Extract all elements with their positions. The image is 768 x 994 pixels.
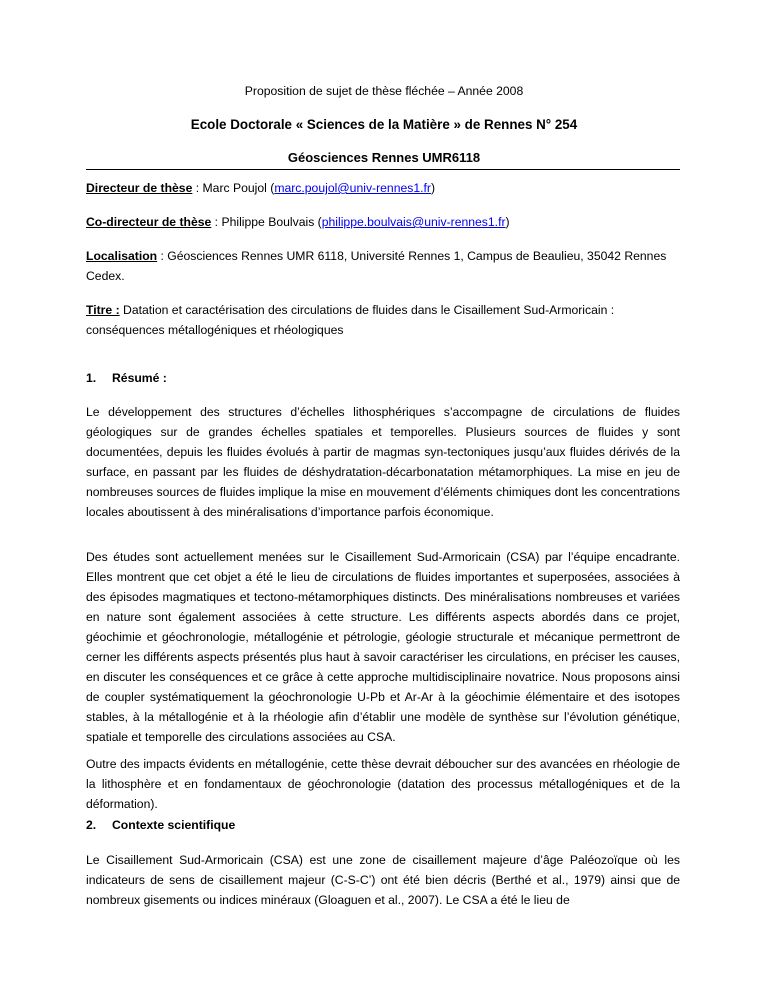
section-2-heading: 2. Contexte scientifique	[86, 818, 236, 832]
director-name: Marc Poujol (	[202, 181, 275, 195]
title-line	[86, 300, 680, 340]
proposal-heading: Proposition de sujet de thèse fléchée – Année 2008	[244, 84, 524, 98]
location-line	[86, 246, 680, 286]
summary-paragraph-2: Des études sont actuellement menées sur le Cisaillement Sud-Armoricain (CSA) par l’équipe encadrante. Elles montrent que cet objet a été le lieu de circulations de fluides importantes et superposées, associées à des épisodes magmatiques et tectono-métamorphiques distincts. Des minéralisations nombreuses et variées en nature sont également associées à cette structure. Les différents aspects abordés dans ce projet, géochimie et géochronologie, métallogénie et pétrologie, géologie structurale et mécanique permettront de cerner les différents aspects présentés plus haut à savoir caractériser les circulations, en préciser les causes, en discuter les conséquences et ce grâce à cette approche multidisciplinaire novatrice. Nous proposons ainsi de coupler systématiquement la géochronologie U-Pb et Ar-Ar à la géochimie élémentaire et des isotopes stables, à la métallogénie et à la rhéologie afin d’établir une modèle de synthèse sur l’évolution génétique, spatiale et temporelle des circulations associées au CSA.	[86, 550, 680, 744]
codirector-email-link[interactable]: philippe.boulvais@univ-rennes1.fr	[321, 215, 506, 229]
doctoral-school-title: Ecole Doctorale « Sciences de la Matière » de Rennes N° 254	[190, 117, 578, 132]
director-line: Directeur de thèse : Marc Poujol (marc.poujol@univ-rennes1.fr)	[86, 181, 436, 195]
director-label: Directeur de thèse	[86, 181, 193, 195]
context-paragraph-1: Le Cisaillement Sud-Armoricain (CSA) est une zone de cisaillement majeure d’âge Paléozoïque où les indicateurs de sens de cisaillement majeur (C-S-C’) ont été bien décris (Berthé et al., 1979) ainsi que de nombreux gisements ou indices minéraux (Gloaguen et al., 2007). Le CSA a été le lieu de	[86, 853, 680, 907]
section-1-heading: 1. Résumé :	[86, 371, 167, 385]
title-label: Titre :	[86, 303, 120, 317]
lab-title: Géosciences Rennes UMR6118	[287, 150, 481, 165]
title-text: Datation et caractérisation des circulations de fluides dans le Cisaillement Sud-Armoricain : conséquences métallogéniques et rhéologiques	[86, 303, 615, 337]
location-text: : Géosciences Rennes UMR 6118, Université Rennes 1, Campus de Beaulieu, 35042 Rennes Cedex.	[86, 249, 667, 283]
codirector-line: Co-directeur de thèse : Philippe Boulvais (philippe.boulvais@univ-rennes1.fr)	[86, 215, 510, 229]
codirector-name: Philippe Boulvais (	[221, 215, 322, 229]
summary-paragraph-1: Le développement des structures d’échelles lithosphériques s’accompagne de circulations de fluides géologiques sur de grandes échelles spatiales et temporelles. Plusieurs sources de fluides y sont documentées, depuis les fluides évolués à partir de magmas syn-tectoniques jusqu’aux fluides dérivés de la surface, en passant par les fluides de déshydratation-décarbonatation métamorphiques. La mise en jeu de nombreuses sources de fluides implique la mise en mouvement d’éléments chimiques dont les concentrations locales aboutissent à des minéralisations d’importance parfois économique.	[86, 405, 680, 519]
location-label: Localisation	[86, 249, 158, 263]
codirector-label: Co-directeur de thèse	[86, 215, 212, 229]
director-email-link[interactable]: marc.poujol@univ-rennes1.fr	[274, 181, 431, 195]
summary-paragraph-3: Outre des impacts évidents en métallogénie, cette thèse devrait déboucher sur des avancées en rhéologie de la lithosphère et en fondamentaux de géochronologie (datation des processus métallogéniques et de la déformation).	[86, 757, 680, 811]
header-divider	[86, 169, 680, 170]
